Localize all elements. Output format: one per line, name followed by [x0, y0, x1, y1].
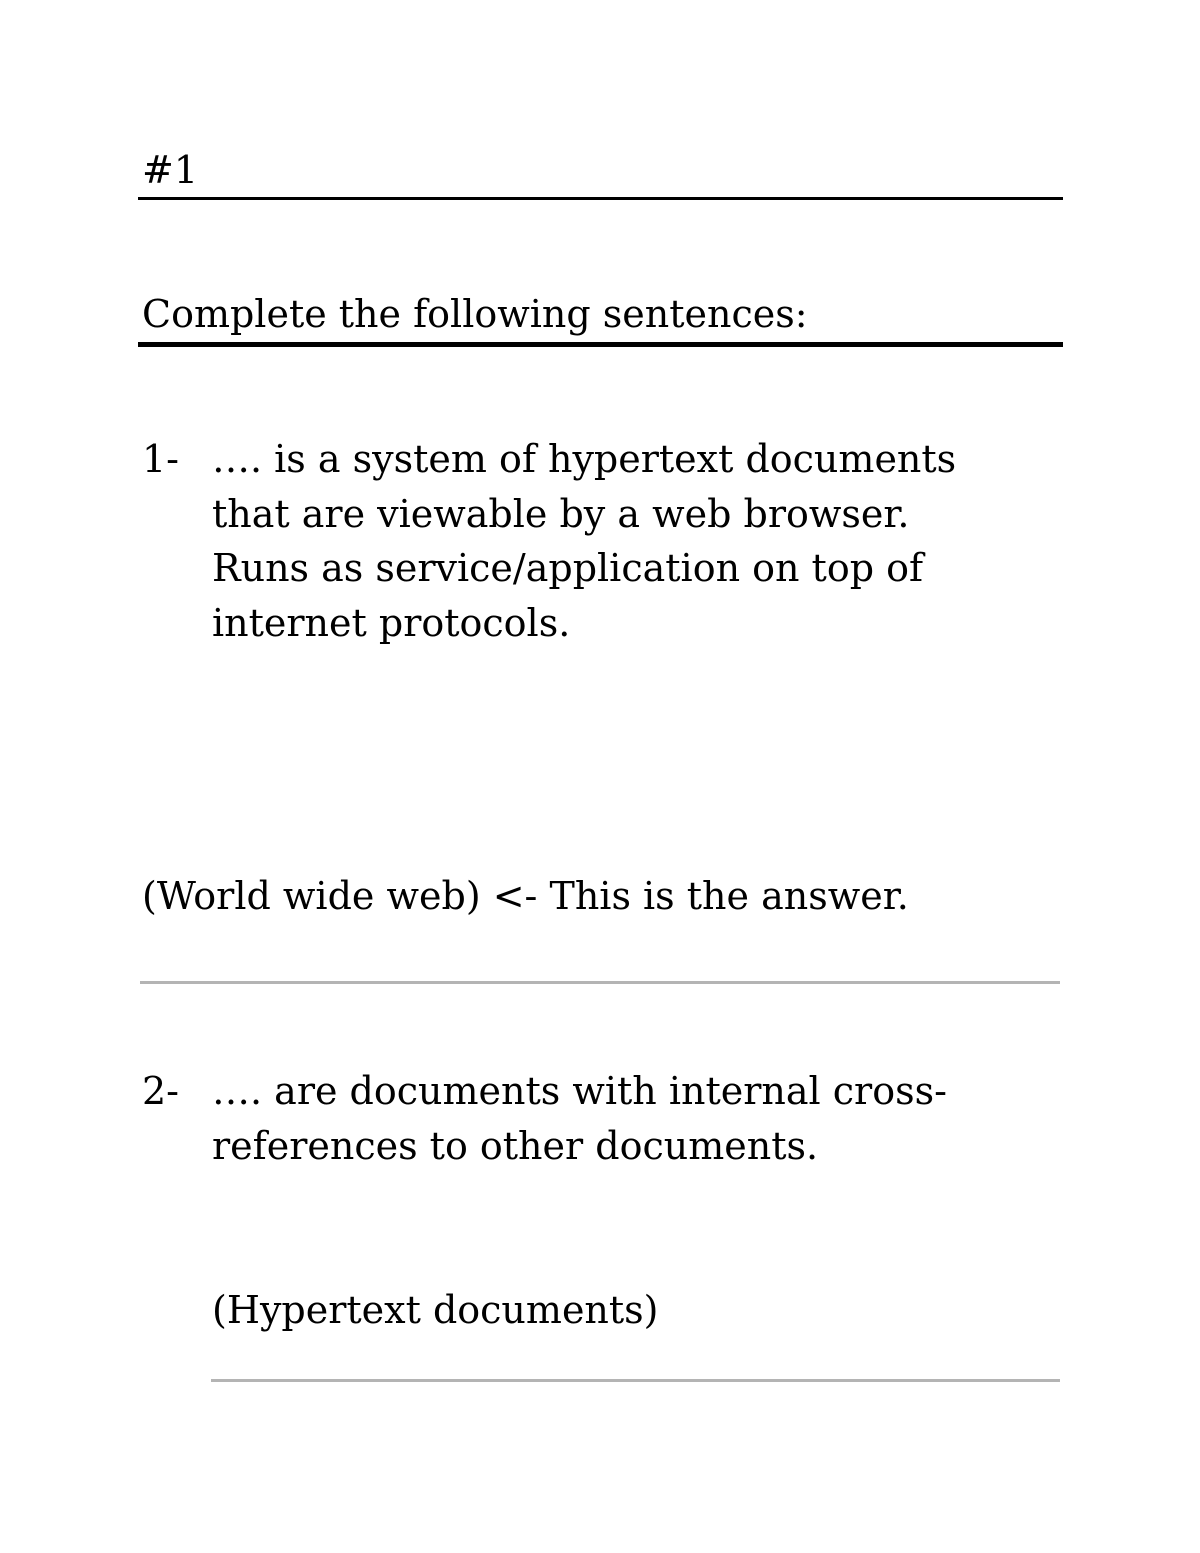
question-line: that are viewable by a web browser.: [212, 491, 910, 536]
question-line: internet protocols.: [212, 600, 571, 645]
question-line: references to other documents.: [212, 1123, 819, 1168]
answer-1: (World wide web) <- This is the answer.: [142, 874, 909, 918]
question-text: [212, 1064, 1042, 1173]
question-number: 1-: [142, 437, 180, 481]
answer-divider: [211, 1379, 1060, 1382]
instruction-text: Complete the following sentences:: [142, 292, 808, 336]
question-line: …. are documents with internal cross-: [212, 1069, 947, 1113]
heading-underline: [138, 197, 1063, 200]
question-number: 2-: [142, 1069, 180, 1113]
question-line: Runs as service/application on top of: [212, 546, 924, 590]
instruction-underline: [138, 342, 1063, 347]
answer-divider: [140, 981, 1060, 984]
page-number-heading: #1: [142, 148, 199, 192]
question-text: [212, 432, 1042, 650]
question-line: …. is a system of hypertext documents: [212, 437, 957, 481]
answer-2: (Hypertext documents): [212, 1288, 659, 1332]
